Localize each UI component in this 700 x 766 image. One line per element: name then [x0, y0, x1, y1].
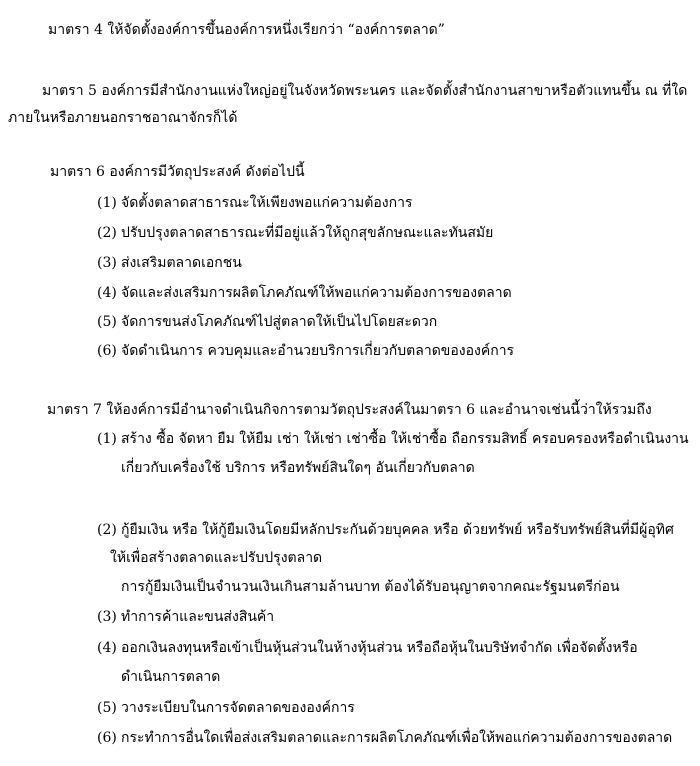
list-item-number: (5): [97, 700, 117, 716]
list-item: จัดดำเนินการ ควบคุมและอำนวยบริการเกี่ยวกับตลาดขององค์การ: [121, 343, 515, 359]
list-item-number: (6): [97, 343, 117, 359]
list-item: กู้ยืมเงิน หรือ ให้กู้ยืมเงินโดยมีหลักประกันด้วยบุคคล หรือ ด้วยทรัพย์ หรือรับทรัพย์สินที่มีผู้อุทิศ: [121, 522, 674, 538]
list-item-number: (4): [97, 285, 117, 301]
list-item-continuation: เกี่ยวกับเครื่องใช้ บริการ หรือทรัพย์สินใดๆ อันเกี่ยวกับตลาด: [121, 460, 475, 476]
section-4: มาตรา 4 ให้จัดตั้งองค์การขึ้นองค์การหนึ่งเรียกว่า “องค์การตลาด”: [48, 22, 445, 38]
list-item: ออกเงินลงทุนหรือเข้าเป็นหุ้นส่วนในห้างหุ้นส่วน หรือถือหุ้นในบริษัทจำกัด เพื่อจัดตั้งหรือ: [121, 640, 638, 656]
list-item: วางระเบียบในการจัดตลาดขององค์การ: [121, 700, 355, 716]
list-item-number: (3): [97, 255, 117, 271]
section-6-heading: มาตรา 6 องค์การมีวัตถุประสงค์ ดังต่อไปนี้: [50, 164, 305, 180]
list-item-number: (2): [97, 225, 117, 241]
list-item: สร้าง ซื้อ จัดหา ยืม ให้ยืม เช่า ให้เช่า เช่าซื้อ ให้เช่าซื้อ ถือกรรมสิทธิ์ ครอบครองหรือดำเนินงาน: [121, 431, 689, 447]
list-item: กระทำการอื่นใดเพื่อส่งเสริมตลาดและการผลิตโภคภัณฑ์เพื่อให้พอแก่ความต้องการของตลาด: [121, 730, 673, 746]
list-item: จัดและส่งเสริมการผลิตโภคภัณฑ์ให้พอแก่ความต้องการของตลาด: [121, 285, 512, 301]
list-item-continuation: ให้เพื่อสร้างตลาดและปรับปรุงตลาด: [110, 550, 323, 566]
list-item-number: (5): [97, 314, 117, 330]
section-5-line-2: ภายในหรือภายนอกราชอาณาจักรก็ได้: [8, 110, 238, 126]
list-item-number: (2): [97, 522, 117, 538]
list-item-continuation: ดำเนินการตลาด: [121, 669, 221, 685]
list-item-note: การกู้ยืมเงินเป็นจำนวนเงินเกินสามล้านบาท ต้องได้รับอนุญาตจากคณะรัฐมนตรีก่อน: [121, 579, 620, 595]
list-item: จัดการขนส่งโภคภัณฑ์ไปสู่ตลาดให้เป็นไปโดยสะดวก: [121, 314, 438, 330]
list-item-number: (6): [97, 730, 117, 746]
section-7-heading: มาตรา 7 ให้องค์การมีอำนาจดำเนินกิจการตามวัตถุประสงค์ในมาตรา 6 และอำนาจเช่นนี้ว่าให้รวมถึง: [47, 402, 652, 418]
list-item: ส่งเสริมตลาดเอกชน: [121, 255, 242, 271]
list-item: จัดตั้งตลาดสาธารณะให้เพียงพอแก่ความต้องการ: [121, 195, 413, 211]
list-item-number: (4): [97, 640, 117, 656]
list-item-number: (3): [97, 609, 117, 625]
section-5-line-1: มาตรา 5 องค์การมีสำนักงานแห่งใหญ่อยู่ในจังหวัดพระนคร และจัดตั้งสำนักงานสาขาหรือตัวแทนขึ้น ณ ที่ใด: [42, 83, 688, 99]
list-item: ทำการค้าและขนส่งสินค้า: [121, 609, 275, 625]
list-item: ปรับปรุงตลาดสาธารณะที่มีอยู่แล้วให้ถูกสุขลักษณะและทันสมัย: [121, 225, 494, 241]
list-item-number: (1): [97, 431, 117, 447]
list-item-number: (1): [97, 195, 117, 211]
